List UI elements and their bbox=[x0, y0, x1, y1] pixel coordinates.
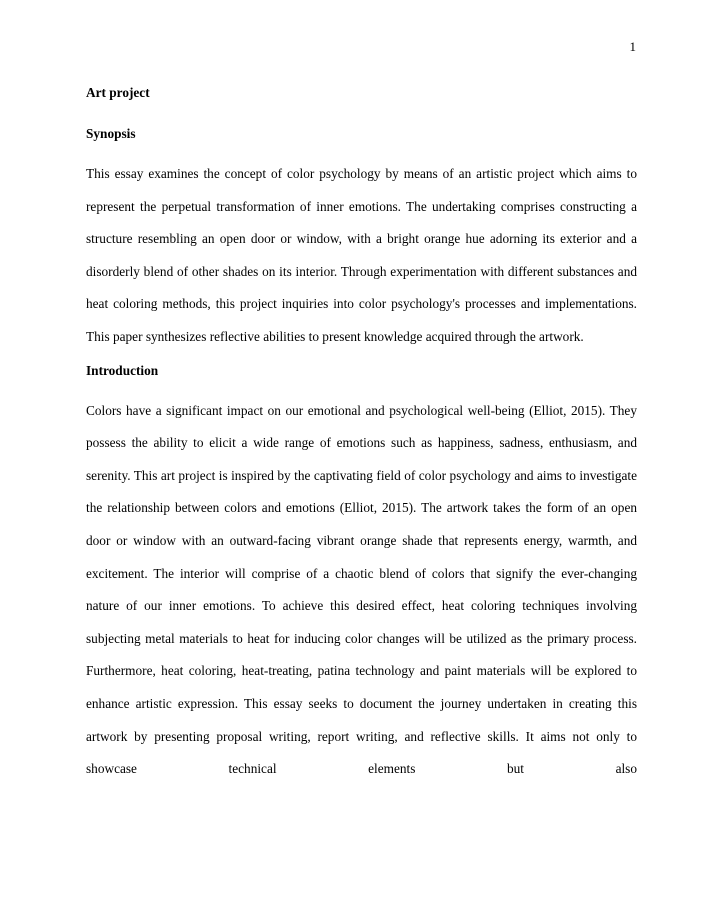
paragraph-synopsis: This essay examines the concept of color psychology by means of an artistic project which aims to represent the perpetual transformation of inner emotions. The undertaking comprises constructing a structure resembling an open door or window, with a bright orange hue adorning its exterior and a disorderly blend of other shades on its interior. Through experimentation with different substances and heat coloring methods, this project inquiries into color psychology's processes and implementations. This paper synthesizes reflective abilities to present knowledge acquired through the artwork. bbox=[86, 166, 637, 344]
document-body bbox=[86, 84, 637, 786]
section-heading-introduction: Introduction bbox=[86, 362, 159, 378]
paragraph-introduction: Colors have a significant impact on our emotional and psychological well-being (Elliot, 2015). They possess the ability to elicit a wide range of emotions such as happiness, sadness, enthusiasm, and serenity. This art project is inspired by the captivating field of color psychology and aims to investigate the relationship between colors and emotions (Elliot, 2015). The artwork takes the form of an open door or window with an outward-facing vibrant orange shade that represents energy, warmth, and excitement. The interior will comprise of a chaotic blend of colors that signify the ever-changing nature of our inner emotions. To achieve this desired effect, heat coloring techniques involving subjecting metal materials to heat for inducing color changes will be utilized as the primary process. Furthermore, heat coloring, heat-treating, patina technology and paint materials will be explored to enhance artistic expression. This essay seeks to document the journey undertaken in creating this artwork by presenting proposal writing, report writing, and reflective skills. It aims not only to showcase technical elements but also bbox=[86, 402, 637, 777]
section-heading-synopsis: Synopsis bbox=[86, 126, 136, 141]
document-title: Art project bbox=[86, 85, 150, 100]
page-number: 1 bbox=[629, 39, 636, 54]
